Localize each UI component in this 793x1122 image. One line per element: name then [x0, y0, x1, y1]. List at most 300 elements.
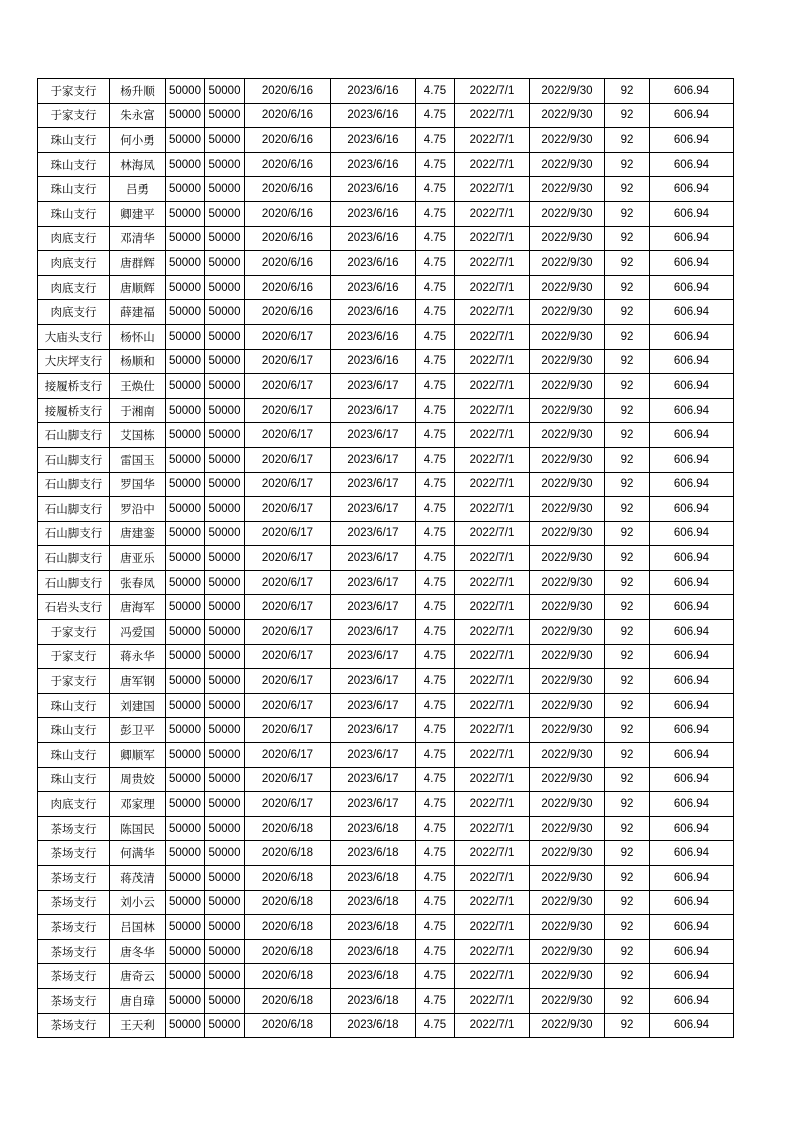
borrower-name-cell: 邓家理 — [110, 792, 166, 817]
loan-amount-cell: 50000 — [166, 669, 205, 694]
loan-amount-cell: 50000 — [166, 644, 205, 669]
period-end-cell: 2022/9/30 — [530, 988, 605, 1013]
start-date-cell: 2020/6/16 — [245, 300, 331, 325]
period-end-cell: 2022/9/30 — [530, 743, 605, 768]
branch-cell: 茶场支行 — [38, 988, 110, 1013]
period-end-cell: 2022/9/30 — [530, 349, 605, 374]
start-date-cell: 2020/6/18 — [245, 939, 331, 964]
maturity-date-cell: 2023/6/16 — [331, 79, 416, 104]
table-row — [38, 964, 734, 989]
period-end-cell: 2022/9/30 — [530, 570, 605, 595]
branch-cell: 石山脚支行 — [38, 521, 110, 546]
start-date-cell: 2020/6/17 — [245, 546, 331, 571]
table-row — [38, 620, 734, 645]
balance-cell: 50000 — [205, 201, 245, 226]
branch-cell: 珠山支行 — [38, 693, 110, 718]
start-date-cell: 2020/6/16 — [245, 251, 331, 276]
loan-amount-cell: 50000 — [166, 841, 205, 866]
branch-cell: 肉底支行 — [38, 251, 110, 276]
interest-rate-cell: 4.75 — [416, 595, 455, 620]
interest-rate-cell: 4.75 — [416, 890, 455, 915]
table-row — [38, 447, 734, 472]
interest-cell: 606.94 — [650, 79, 734, 104]
interest-rate-cell: 4.75 — [416, 447, 455, 472]
interest-rate-cell: 4.75 — [416, 128, 455, 153]
days-cell: 92 — [605, 767, 650, 792]
start-date-cell: 2020/6/17 — [245, 472, 331, 497]
interest-rate-cell: 4.75 — [416, 816, 455, 841]
days-cell: 92 — [605, 669, 650, 694]
loan-amount-cell: 50000 — [166, 939, 205, 964]
table-row — [38, 201, 734, 226]
table-row — [38, 275, 734, 300]
period-start-cell: 2022/7/1 — [455, 890, 530, 915]
period-start-cell: 2022/7/1 — [455, 546, 530, 571]
branch-cell: 石山脚支行 — [38, 497, 110, 522]
borrower-name-cell: 杨怀山 — [110, 324, 166, 349]
maturity-date-cell: 2023/6/17 — [331, 620, 416, 645]
table-row — [38, 988, 734, 1013]
interest-rate-cell: 4.75 — [416, 743, 455, 768]
days-cell: 92 — [605, 718, 650, 743]
table-row — [38, 324, 734, 349]
maturity-date-cell: 2023/6/16 — [331, 349, 416, 374]
days-cell: 92 — [605, 521, 650, 546]
period-end-cell: 2022/9/30 — [530, 226, 605, 251]
interest-cell: 606.94 — [650, 595, 734, 620]
days-cell: 92 — [605, 275, 650, 300]
loan-amount-cell: 50000 — [166, 816, 205, 841]
days-cell: 92 — [605, 79, 650, 104]
period-end-cell: 2022/9/30 — [530, 201, 605, 226]
period-end-cell: 2022/9/30 — [530, 1013, 605, 1038]
table-row — [38, 915, 734, 940]
table-row — [38, 226, 734, 251]
days-cell: 92 — [605, 546, 650, 571]
interest-cell: 606.94 — [650, 472, 734, 497]
period-start-cell: 2022/7/1 — [455, 374, 530, 399]
start-date-cell: 2020/6/17 — [245, 693, 331, 718]
balance-cell: 50000 — [205, 300, 245, 325]
days-cell: 92 — [605, 177, 650, 202]
branch-cell: 珠山支行 — [38, 152, 110, 177]
interest-cell: 606.94 — [650, 103, 734, 128]
branch-cell: 于家支行 — [38, 79, 110, 104]
period-end-cell: 2022/9/30 — [530, 177, 605, 202]
branch-cell: 接履桥支行 — [38, 398, 110, 423]
start-date-cell: 2020/6/17 — [245, 521, 331, 546]
loan-amount-cell: 50000 — [166, 915, 205, 940]
loan-amount-cell: 50000 — [166, 177, 205, 202]
maturity-date-cell: 2023/6/17 — [331, 423, 416, 448]
branch-cell: 茶场支行 — [38, 939, 110, 964]
branch-cell: 珠山支行 — [38, 128, 110, 153]
days-cell: 92 — [605, 964, 650, 989]
loan-amount-cell: 50000 — [166, 423, 205, 448]
borrower-name-cell: 杨顺和 — [110, 349, 166, 374]
borrower-name-cell: 薛建福 — [110, 300, 166, 325]
loan-amount-cell: 50000 — [166, 620, 205, 645]
loan-amount-cell: 50000 — [166, 718, 205, 743]
branch-cell: 石岩头支行 — [38, 595, 110, 620]
interest-rate-cell: 4.75 — [416, 472, 455, 497]
start-date-cell: 2020/6/18 — [245, 1013, 331, 1038]
start-date-cell: 2020/6/16 — [245, 201, 331, 226]
borrower-name-cell: 于湘南 — [110, 398, 166, 423]
period-start-cell: 2022/7/1 — [455, 988, 530, 1013]
period-end-cell: 2022/9/30 — [530, 472, 605, 497]
days-cell: 92 — [605, 620, 650, 645]
loan-amount-cell: 50000 — [166, 890, 205, 915]
branch-cell: 肉底支行 — [38, 226, 110, 251]
loan-amount-cell: 50000 — [166, 226, 205, 251]
interest-cell: 606.94 — [650, 988, 734, 1013]
branch-cell: 珠山支行 — [38, 177, 110, 202]
days-cell: 92 — [605, 324, 650, 349]
balance-cell: 50000 — [205, 890, 245, 915]
borrower-name-cell: 周贵姣 — [110, 767, 166, 792]
table-row — [38, 816, 734, 841]
start-date-cell: 2020/6/17 — [245, 497, 331, 522]
days-cell: 92 — [605, 644, 650, 669]
table-row — [38, 398, 734, 423]
maturity-date-cell: 2023/6/18 — [331, 939, 416, 964]
start-date-cell: 2020/6/18 — [245, 988, 331, 1013]
maturity-date-cell: 2023/6/16 — [331, 152, 416, 177]
maturity-date-cell: 2023/6/16 — [331, 324, 416, 349]
period-end-cell: 2022/9/30 — [530, 398, 605, 423]
loan-amount-cell: 50000 — [166, 398, 205, 423]
borrower-name-cell: 卿建平 — [110, 201, 166, 226]
borrower-name-cell: 何小勇 — [110, 128, 166, 153]
borrower-name-cell: 吕国林 — [110, 915, 166, 940]
maturity-date-cell: 2023/6/16 — [331, 103, 416, 128]
balance-cell: 50000 — [205, 570, 245, 595]
loan-amount-cell: 50000 — [166, 546, 205, 571]
table-row — [38, 792, 734, 817]
table-body — [38, 79, 734, 1038]
balance-cell: 50000 — [205, 374, 245, 399]
start-date-cell: 2020/6/17 — [245, 792, 331, 817]
days-cell: 92 — [605, 816, 650, 841]
balance-cell: 50000 — [205, 718, 245, 743]
days-cell: 92 — [605, 300, 650, 325]
loan-amount-cell: 50000 — [166, 447, 205, 472]
interest-cell: 606.94 — [650, 398, 734, 423]
maturity-date-cell: 2023/6/17 — [331, 374, 416, 399]
loan-amount-cell: 50000 — [166, 79, 205, 104]
start-date-cell: 2020/6/17 — [245, 644, 331, 669]
balance-cell: 50000 — [205, 251, 245, 276]
branch-cell: 石山脚支行 — [38, 546, 110, 571]
maturity-date-cell: 2023/6/17 — [331, 497, 416, 522]
borrower-name-cell: 唐奇云 — [110, 964, 166, 989]
period-start-cell: 2022/7/1 — [455, 915, 530, 940]
maturity-date-cell: 2023/6/16 — [331, 226, 416, 251]
period-start-cell: 2022/7/1 — [455, 275, 530, 300]
period-start-cell: 2022/7/1 — [455, 620, 530, 645]
start-date-cell: 2020/6/17 — [245, 349, 331, 374]
period-start-cell: 2022/7/1 — [455, 939, 530, 964]
start-date-cell: 2020/6/16 — [245, 128, 331, 153]
interest-cell: 606.94 — [650, 128, 734, 153]
period-end-cell: 2022/9/30 — [530, 521, 605, 546]
period-start-cell: 2022/7/1 — [455, 349, 530, 374]
interest-cell: 606.94 — [650, 300, 734, 325]
period-end-cell: 2022/9/30 — [530, 324, 605, 349]
balance-cell: 50000 — [205, 964, 245, 989]
balance-cell: 50000 — [205, 546, 245, 571]
interest-cell: 606.94 — [650, 447, 734, 472]
period-start-cell: 2022/7/1 — [455, 792, 530, 817]
period-start-cell: 2022/7/1 — [455, 152, 530, 177]
loan-amount-cell: 50000 — [166, 201, 205, 226]
branch-cell: 肉底支行 — [38, 300, 110, 325]
interest-rate-cell: 4.75 — [416, 398, 455, 423]
start-date-cell: 2020/6/17 — [245, 447, 331, 472]
branch-cell: 肉底支行 — [38, 792, 110, 817]
interest-cell: 606.94 — [650, 792, 734, 817]
interest-cell: 606.94 — [650, 669, 734, 694]
interest-cell: 606.94 — [650, 890, 734, 915]
period-end-cell: 2022/9/30 — [530, 423, 605, 448]
branch-cell: 于家支行 — [38, 669, 110, 694]
period-end-cell: 2022/9/30 — [530, 792, 605, 817]
start-date-cell: 2020/6/18 — [245, 964, 331, 989]
interest-rate-cell: 4.75 — [416, 866, 455, 891]
period-end-cell: 2022/9/30 — [530, 620, 605, 645]
balance-cell: 50000 — [205, 423, 245, 448]
interest-rate-cell: 4.75 — [416, 792, 455, 817]
period-start-cell: 2022/7/1 — [455, 743, 530, 768]
start-date-cell: 2020/6/18 — [245, 816, 331, 841]
start-date-cell: 2020/6/17 — [245, 743, 331, 768]
interest-rate-cell: 4.75 — [416, 1013, 455, 1038]
balance-cell: 50000 — [205, 275, 245, 300]
table-row — [38, 177, 734, 202]
interest-cell: 606.94 — [650, 915, 734, 940]
period-start-cell: 2022/7/1 — [455, 669, 530, 694]
period-start-cell: 2022/7/1 — [455, 128, 530, 153]
interest-cell: 606.94 — [650, 251, 734, 276]
days-cell: 92 — [605, 988, 650, 1013]
interest-rate-cell: 4.75 — [416, 546, 455, 571]
start-date-cell: 2020/6/16 — [245, 79, 331, 104]
balance-cell: 50000 — [205, 620, 245, 645]
days-cell: 92 — [605, 103, 650, 128]
branch-cell: 茶场支行 — [38, 841, 110, 866]
borrower-name-cell: 唐顺辉 — [110, 275, 166, 300]
borrower-name-cell: 邓清华 — [110, 226, 166, 251]
days-cell: 92 — [605, 447, 650, 472]
branch-cell: 珠山支行 — [38, 767, 110, 792]
interest-cell: 606.94 — [650, 866, 734, 891]
start-date-cell: 2020/6/17 — [245, 669, 331, 694]
period-start-cell: 2022/7/1 — [455, 866, 530, 891]
loan-amount-cell: 50000 — [166, 988, 205, 1013]
period-end-cell: 2022/9/30 — [530, 718, 605, 743]
table-row — [38, 939, 734, 964]
borrower-name-cell: 唐自璋 — [110, 988, 166, 1013]
maturity-date-cell: 2023/6/16 — [331, 177, 416, 202]
interest-rate-cell: 4.75 — [416, 669, 455, 694]
interest-rate-cell: 4.75 — [416, 374, 455, 399]
balance-cell: 50000 — [205, 866, 245, 891]
balance-cell: 50000 — [205, 349, 245, 374]
maturity-date-cell: 2023/6/17 — [331, 718, 416, 743]
table-row — [38, 300, 734, 325]
balance-cell: 50000 — [205, 103, 245, 128]
interest-rate-cell: 4.75 — [416, 620, 455, 645]
interest-rate-cell: 4.75 — [416, 79, 455, 104]
table-row — [38, 570, 734, 595]
maturity-date-cell: 2023/6/17 — [331, 595, 416, 620]
balance-cell: 50000 — [205, 939, 245, 964]
borrower-name-cell: 王天利 — [110, 1013, 166, 1038]
balance-cell: 50000 — [205, 1013, 245, 1038]
start-date-cell: 2020/6/17 — [245, 423, 331, 448]
maturity-date-cell: 2023/6/16 — [331, 251, 416, 276]
period-end-cell: 2022/9/30 — [530, 595, 605, 620]
branch-cell: 珠山支行 — [38, 201, 110, 226]
period-start-cell: 2022/7/1 — [455, 300, 530, 325]
start-date-cell: 2020/6/16 — [245, 177, 331, 202]
maturity-date-cell: 2023/6/16 — [331, 201, 416, 226]
interest-rate-cell: 4.75 — [416, 226, 455, 251]
loan-amount-cell: 50000 — [166, 103, 205, 128]
period-start-cell: 2022/7/1 — [455, 177, 530, 202]
loan-amount-cell: 50000 — [166, 472, 205, 497]
period-end-cell: 2022/9/30 — [530, 767, 605, 792]
maturity-date-cell: 2023/6/18 — [331, 988, 416, 1013]
balance-cell: 50000 — [205, 226, 245, 251]
interest-cell: 606.94 — [650, 570, 734, 595]
borrower-name-cell: 雷国玉 — [110, 447, 166, 472]
days-cell: 92 — [605, 915, 650, 940]
table-row — [38, 152, 734, 177]
borrower-name-cell: 唐海军 — [110, 595, 166, 620]
interest-cell: 606.94 — [650, 349, 734, 374]
period-start-cell: 2022/7/1 — [455, 226, 530, 251]
borrower-name-cell: 张春凤 — [110, 570, 166, 595]
branch-cell: 石山脚支行 — [38, 423, 110, 448]
borrower-name-cell: 刘建国 — [110, 693, 166, 718]
start-date-cell: 2020/6/17 — [245, 324, 331, 349]
loan-amount-cell: 50000 — [166, 300, 205, 325]
maturity-date-cell: 2023/6/17 — [331, 472, 416, 497]
table-row — [38, 423, 734, 448]
balance-cell: 50000 — [205, 128, 245, 153]
days-cell: 92 — [605, 841, 650, 866]
days-cell: 92 — [605, 693, 650, 718]
start-date-cell: 2020/6/17 — [245, 398, 331, 423]
loan-amount-cell: 50000 — [166, 128, 205, 153]
branch-cell: 石山脚支行 — [38, 472, 110, 497]
branch-cell: 茶场支行 — [38, 964, 110, 989]
balance-cell: 50000 — [205, 472, 245, 497]
borrower-name-cell: 何满华 — [110, 841, 166, 866]
interest-cell: 606.94 — [650, 939, 734, 964]
interest-rate-cell: 4.75 — [416, 300, 455, 325]
interest-rate-cell: 4.75 — [416, 349, 455, 374]
borrower-name-cell: 唐建銮 — [110, 521, 166, 546]
interest-cell: 606.94 — [650, 177, 734, 202]
maturity-date-cell: 2023/6/17 — [331, 792, 416, 817]
days-cell: 92 — [605, 939, 650, 964]
interest-rate-cell: 4.75 — [416, 841, 455, 866]
branch-cell: 于家支行 — [38, 103, 110, 128]
period-end-cell: 2022/9/30 — [530, 644, 605, 669]
maturity-date-cell: 2023/6/17 — [331, 644, 416, 669]
maturity-date-cell: 2023/6/17 — [331, 546, 416, 571]
days-cell: 92 — [605, 570, 650, 595]
table-row — [38, 521, 734, 546]
interest-cell: 606.94 — [650, 718, 734, 743]
borrower-name-cell: 唐军钢 — [110, 669, 166, 694]
period-start-cell: 2022/7/1 — [455, 103, 530, 128]
days-cell: 92 — [605, 349, 650, 374]
interest-cell: 606.94 — [650, 767, 734, 792]
start-date-cell: 2020/6/16 — [245, 152, 331, 177]
table-row — [38, 349, 734, 374]
balance-cell: 50000 — [205, 988, 245, 1013]
loan-amount-cell: 50000 — [166, 349, 205, 374]
table-row — [38, 546, 734, 571]
borrower-name-cell: 蒋茂清 — [110, 866, 166, 891]
borrower-name-cell: 罗沿中 — [110, 497, 166, 522]
interest-rate-cell: 4.75 — [416, 718, 455, 743]
branch-cell: 肉底支行 — [38, 275, 110, 300]
table-row — [38, 1013, 734, 1038]
interest-cell: 606.94 — [650, 841, 734, 866]
maturity-date-cell: 2023/6/16 — [331, 275, 416, 300]
borrower-name-cell: 艾国栋 — [110, 423, 166, 448]
maturity-date-cell: 2023/6/17 — [331, 669, 416, 694]
days-cell: 92 — [605, 792, 650, 817]
days-cell: 92 — [605, 201, 650, 226]
balance-cell: 50000 — [205, 915, 245, 940]
interest-cell: 606.94 — [650, 423, 734, 448]
maturity-date-cell: 2023/6/16 — [331, 300, 416, 325]
branch-cell: 石山脚支行 — [38, 447, 110, 472]
interest-cell: 606.94 — [650, 226, 734, 251]
days-cell: 92 — [605, 226, 650, 251]
branch-cell: 茶场支行 — [38, 915, 110, 940]
loan-amount-cell: 50000 — [166, 1013, 205, 1038]
branch-cell: 茶场支行 — [38, 1013, 110, 1038]
maturity-date-cell: 2023/6/18 — [331, 964, 416, 989]
balance-cell: 50000 — [205, 497, 245, 522]
start-date-cell: 2020/6/17 — [245, 620, 331, 645]
borrower-name-cell: 朱永富 — [110, 103, 166, 128]
borrower-name-cell: 林海凤 — [110, 152, 166, 177]
loan-amount-cell: 50000 — [166, 743, 205, 768]
loan-amount-cell: 50000 — [166, 497, 205, 522]
table-row — [38, 841, 734, 866]
maturity-date-cell: 2023/6/17 — [331, 447, 416, 472]
maturity-date-cell: 2023/6/17 — [331, 693, 416, 718]
maturity-date-cell: 2023/6/18 — [331, 890, 416, 915]
start-date-cell: 2020/6/18 — [245, 915, 331, 940]
period-start-cell: 2022/7/1 — [455, 398, 530, 423]
maturity-date-cell: 2023/6/16 — [331, 128, 416, 153]
borrower-name-cell: 刘小云 — [110, 890, 166, 915]
start-date-cell: 2020/6/18 — [245, 841, 331, 866]
period-end-cell: 2022/9/30 — [530, 669, 605, 694]
interest-rate-cell: 4.75 — [416, 693, 455, 718]
balance-cell: 50000 — [205, 152, 245, 177]
balance-cell: 50000 — [205, 816, 245, 841]
